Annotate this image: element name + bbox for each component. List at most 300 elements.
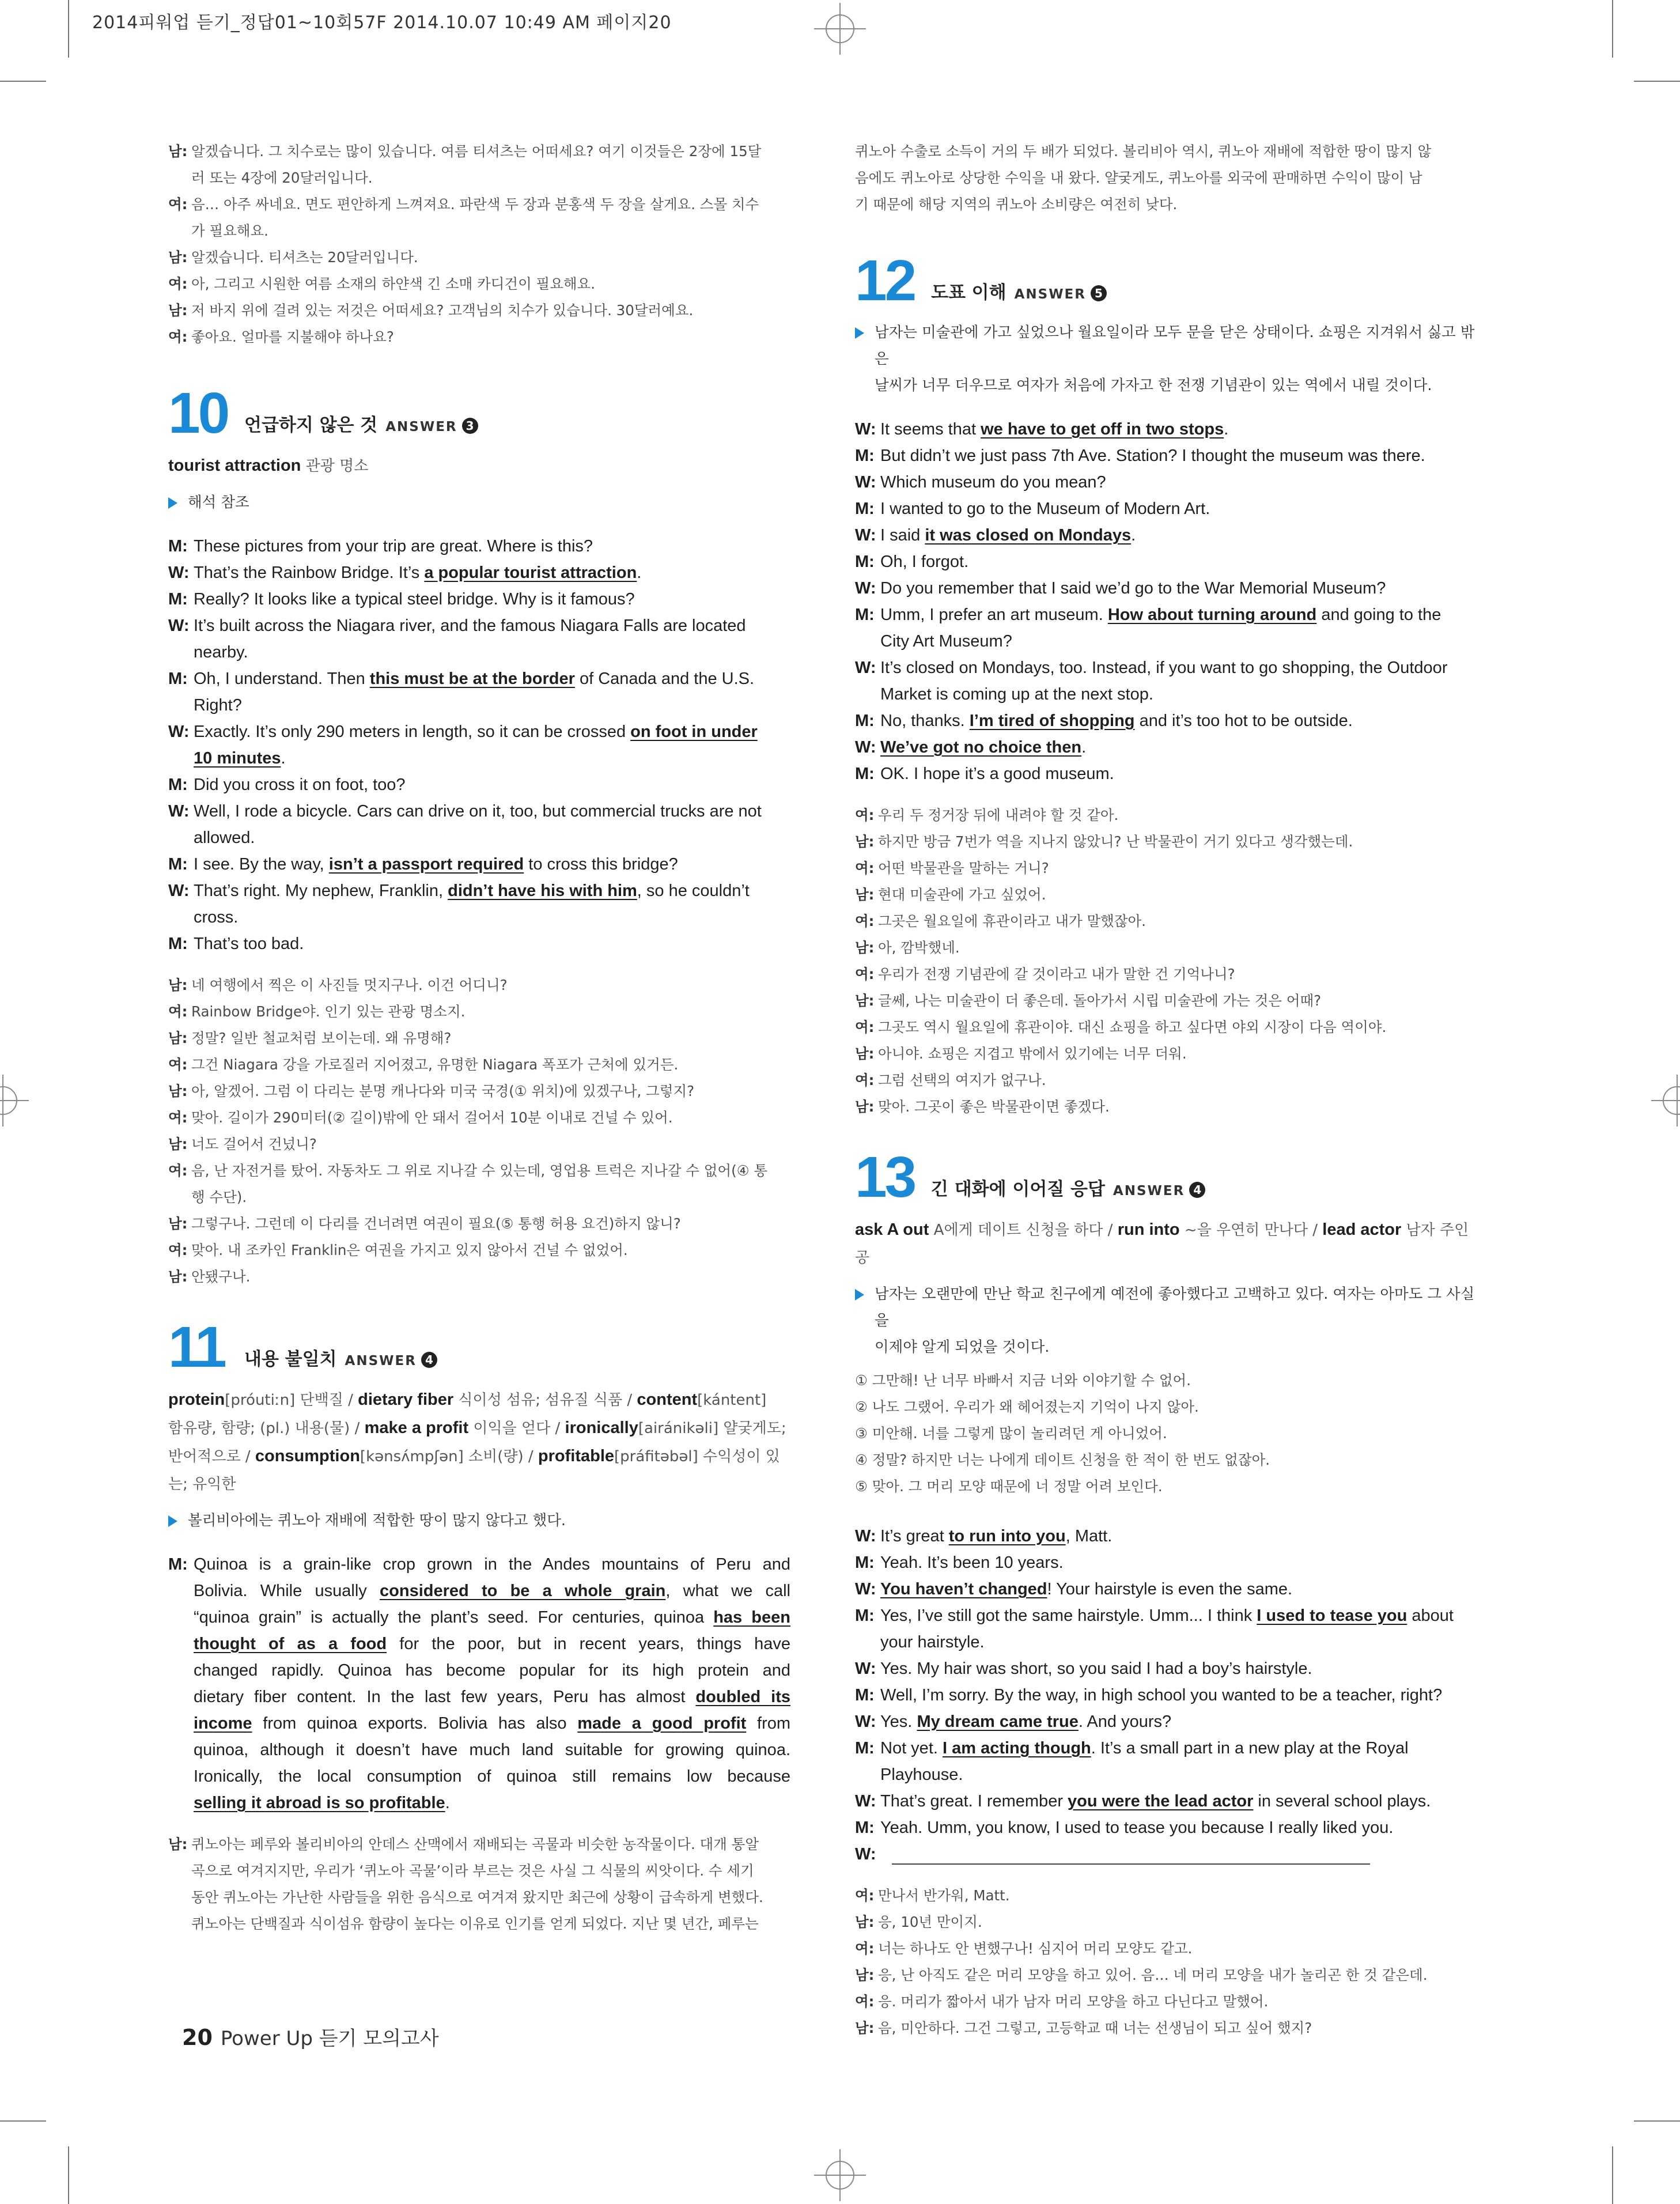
print-header: 2014피워업 듣기_정답01~10회57F 2014.10.07 10:49 AM 페이지20: [92, 13, 672, 33]
line-text: 맞아. 그곳이 좋은 박물관이면 좋겠다.: [878, 1098, 1110, 1115]
dialogue-line: [168, 639, 790, 666]
dialogue-line: [168, 972, 790, 999]
line-text: 너는 하나도 안 변했구나! 심지어 머리 모양도 같고.: [878, 1940, 1193, 1957]
section-11-header: [168, 1315, 790, 1379]
crop-mark: [0, 81, 46, 82]
line-text: Umm, I prefer an art museum. How about turning around and going to the: [880, 606, 1441, 624]
passage-line: changed rapidly. Quinoa has become popular for its high protein and: [194, 1661, 790, 1680]
dialogue-line: [855, 802, 1477, 829]
speaker-label: M:: [855, 712, 875, 730]
speaker-label: M:: [855, 1553, 875, 1572]
passage-line: M: Quinoa is a grain-like crop grown in the Andes mountains of Peru and: [168, 1551, 790, 1578]
dialogue-line: [855, 1014, 1477, 1041]
section-10-header: [168, 381, 790, 445]
line-text: Yeah. Umm, you know, I used to tease you because I really liked you.: [880, 1819, 1394, 1837]
speaker-label: 여:: [855, 913, 875, 929]
speaker-label: 여:: [168, 1242, 188, 1258]
dialogue-line: [168, 1237, 790, 1264]
line-text: 응. 머리가 짧아서 내가 남자 머리 모양을 하고 다닌다고 말했어.: [878, 1993, 1269, 2010]
line-text: I wanted to go to the Museum of Modern Art.: [880, 500, 1210, 518]
dialogue-line: [168, 931, 790, 957]
dialogue-line: [168, 1184, 790, 1211]
dialogue-line: [855, 1935, 1477, 1962]
line-text: Not yet. I am acting though. It’s a small part in a new play at the Royal: [880, 1739, 1409, 1757]
line-text: 응, 10년 만이지.: [878, 1914, 982, 1930]
speaker-label: W:: [855, 1527, 876, 1545]
speaker-label: 여:: [855, 1940, 875, 1957]
line-text: OK. I hope it’s a good museum.: [880, 765, 1114, 783]
speaker-label: 여:: [168, 275, 188, 292]
answer-option: ② 나도 그랬어. 우리가 왜 헤어졌는지 기억이 나지 않아.: [855, 1398, 1199, 1415]
speaker-label: 남:: [168, 302, 188, 319]
section13-english-dialogue: [855, 1523, 1477, 1841]
line-text: 그건 Niagara 강을 가로질러 지어졌고, 유명한 Niagara 폭포가 근처에 있거든.: [191, 1056, 679, 1073]
dialogue-line: [855, 708, 1477, 734]
dialogue-line: [168, 666, 790, 692]
speaker-label: 여:: [855, 1993, 875, 2010]
line-text: Exactly. It’s only 290 meters in length, so it can be crossed on foot in under: [194, 723, 758, 741]
line-text: Right?: [194, 696, 242, 714]
section9-korean-dialogue: [168, 138, 790, 350]
dialogue-line: [855, 1041, 1477, 1067]
right-column: [855, 138, 1477, 2042]
line-text: Do you remember that I said we’d go to the War Memorial Museum?: [880, 579, 1386, 598]
line-text: your hairstyle.: [880, 1633, 985, 1651]
answer-circle: 5: [1091, 285, 1107, 301]
line-text: We’ve got no choice then.: [880, 738, 1087, 757]
line-text: These pictures from your trip are great. Where is this?: [194, 537, 593, 555]
line-text: 아, 알겠어. 그럼 이 다리는 분명 캐나다와 미국 국경(① 위치)에 있겠구나, 그렇지?: [191, 1083, 695, 1099]
answer-options: [855, 1367, 1477, 1500]
passage-line: 퀴노아는 단백질과 식이섬유 함량이 높다는 이유로 인기를 얻게 되었다. 지난 몇 년간, 페루는: [191, 1915, 759, 1932]
dialogue-line: [855, 1788, 1477, 1814]
section-number: 11: [168, 1315, 225, 1379]
speaker-label: 남:: [855, 2020, 875, 2036]
speaker-label: M:: [855, 606, 875, 624]
passage-line: quinoa, although it doesn’t have much land suitable for growing quinoa.: [194, 1741, 790, 1759]
line-text: 아, 그리고 시원한 여름 소재의 하얀색 긴 소매 카디건이 필요해요.: [191, 275, 596, 292]
dialogue-line: [168, 878, 790, 904]
crop-mark: [1612, 0, 1613, 58]
speaker-label: 여:: [855, 1887, 875, 1904]
speaker-label: M:: [855, 1819, 875, 1837]
line-text: 네 여행에서 찍은 이 사진들 멋지구나. 이건 어디니?: [191, 977, 508, 993]
speaker-label: 남:: [855, 1914, 875, 1930]
dialogue-line: [855, 1882, 1477, 1909]
line-text: 러 또는 4장에 20달러입니다.: [191, 169, 373, 186]
crop-mark: [68, 0, 69, 58]
section-title: 언급하지 않은 것: [244, 415, 378, 436]
line-text: 그렇구나. 그런데 이 다리를 건너려면 여권이 필요(⑤ 통행 허용 요건)하지 않니?: [191, 1215, 681, 1232]
speaker-label: 여:: [855, 1072, 875, 1088]
line-text: 10 minutes.: [194, 749, 286, 768]
line-text: Did you cross it on foot, too?: [194, 776, 406, 794]
dialogue-line: [855, 988, 1477, 1014]
speaker-label: W:: [855, 1845, 876, 1863]
speaker-label: 남:: [168, 1215, 188, 1232]
section-title: 도표 이해: [931, 282, 1007, 303]
dialogue-line: [168, 1264, 790, 1290]
dialogue-line: [855, 2015, 1477, 2042]
section-number: 10: [168, 381, 228, 445]
line-text: 응, 난 아직도 같은 머리 모양을 하고 있어. 음… 네 머리 모양을 내가 놀리곤 한 것 같은데.: [878, 1967, 1428, 1983]
speaker-label: W:: [855, 738, 876, 757]
speaker-label: 여:: [168, 1162, 188, 1179]
dialogue-line: [855, 628, 1477, 655]
line-text: Yes. My dream came true. And yours?: [880, 1712, 1172, 1731]
dialogue-line: [168, 191, 790, 218]
dialogue-line: [855, 908, 1477, 935]
speaker-label: W:: [855, 1659, 876, 1678]
passage-line: Bolivia. While usually considered to be a whole grain, what we call: [194, 1582, 791, 1600]
speaker-label: W:: [855, 1580, 876, 1598]
speaker-label: 남:: [168, 1030, 188, 1046]
vocab-line: [168, 452, 790, 480]
dialogue-line: [168, 586, 790, 613]
line-text: 그럼 선택의 여지가 없구나.: [878, 1072, 1046, 1088]
crop-mark: [68, 2146, 69, 2204]
line-text: Well, I’m sorry. By the way, in high school you wanted to be a teacher, right?: [880, 1686, 1443, 1704]
dialogue-line: [168, 324, 790, 350]
line-text: 우리 두 정거장 뒤에 내려야 할 것 같아.: [878, 807, 1119, 823]
speaker-label: M:: [855, 765, 875, 783]
speaker-label: 남:: [855, 1967, 875, 1983]
line-text: 저 바지 위에 걸려 있는 저것은 어떠세요? 고객님의 치수가 있습니다. 30달러예요.: [191, 302, 694, 319]
dialogue-line: [168, 297, 790, 324]
dialogue-line: [855, 1814, 1477, 1841]
dialogue-line: [855, 1629, 1477, 1655]
line-text: That’s the Rainbow Bridge. It’s a popular tourist attraction.: [194, 564, 642, 582]
speaker-label: W:: [168, 802, 190, 821]
speaker-label: M:: [168, 590, 188, 608]
section-title: 내용 불일치: [244, 1349, 337, 1370]
dialogue-line: [855, 496, 1477, 522]
line-text: It’s closed on Mondays, too. Instead, if you want to go shopping, the Outdoor: [880, 659, 1448, 677]
dialogue-line: [855, 1735, 1477, 1761]
section10-korean-dialogue: [168, 972, 790, 1290]
line-text: Yes. My hair was short, so you said I had a boy’s hairstyle.: [880, 1659, 1312, 1678]
dialogue-line: [855, 469, 1477, 496]
vocab-line: 는; 유익한: [168, 1476, 236, 1493]
section11-korean-passage: [168, 1831, 790, 1937]
dialogue-line: [855, 882, 1477, 908]
dialogue-line: [168, 772, 790, 798]
speaker-label: 남:: [168, 1136, 188, 1152]
dialogue-line: [855, 1094, 1477, 1120]
registration-mark-icon: [0, 1075, 29, 1126]
speaker-label: 여:: [855, 860, 875, 876]
answer-circle: 4: [421, 1352, 437, 1368]
line-text: Oh, I understand. Then this must be at the border of Canada and the U.S.: [194, 670, 755, 688]
dialogue-line: [855, 1602, 1477, 1629]
section-12-header: [855, 248, 1477, 313]
passage-line: 동안 퀴노아는 가난한 사람들을 위한 음식으로 여겨져 왔지만 최근에 상황이 급속하게 변했다.: [191, 1889, 763, 1906]
vocab-block: [168, 1386, 790, 1498]
line-text: 알겠습니다. 티셔츠는 20달러입니다.: [191, 249, 418, 266]
passage-line: thought of as a food for the poor, but in recent years, things have: [194, 1635, 790, 1653]
crop-mark: [0, 2120, 46, 2122]
dialogue-line: [855, 1655, 1477, 1682]
book-title: Power Up 듣기 모의고사: [220, 2027, 439, 2050]
speaker-label: 여:: [168, 1056, 188, 1073]
line-text: No, thanks. I’m tired of shopping and it’s too hot to be outside.: [880, 712, 1353, 730]
dialogue-line: [855, 549, 1477, 575]
speaker-label: 남:: [855, 833, 875, 850]
line-text: Which museum do you mean?: [880, 473, 1106, 492]
line-text: 아니야. 쇼핑은 지겹고 밖에서 있기에는 너무 더워.: [878, 1045, 1187, 1062]
line-text: nearby.: [194, 643, 248, 661]
speaker-label: M:: [168, 855, 188, 874]
dialogue-line: [855, 1909, 1477, 1935]
line-text: It seems that we have to get off in two stops.: [880, 420, 1229, 438]
registration-mark-icon: [814, 2149, 866, 2201]
line-text: 아, 깜박했네.: [878, 939, 960, 956]
section12-korean-dialogue: [855, 802, 1477, 1120]
answer-option: ③ 미안해. 너를 그렇게 많이 놀리려던 게 아니었어.: [855, 1425, 1167, 1442]
speaker-label: 남:: [168, 1268, 188, 1285]
line-text: 음, 미안하다. 그건 그렇고, 고등학교 때 너는 선생님이 되고 싶어 했지?: [878, 2020, 1312, 2036]
answer-label: ANSWER: [1014, 287, 1086, 302]
speaker-label: W:: [855, 420, 876, 438]
line-text: 행 수단).: [191, 1189, 247, 1205]
dialogue-line: [168, 533, 790, 559]
triangle-bullet-icon: [855, 327, 864, 339]
line-text: 알겠습니다. 그 치수로는 많이 있습니다. 여름 티셔츠는 어떠세요? 여기 이것들은 2장에 15달: [191, 143, 762, 160]
dialogue-line: [855, 734, 1477, 761]
speaker-label: 여:: [855, 966, 875, 982]
line-text: 좋아요. 얼마를 지불해야 하나요?: [191, 328, 394, 345]
dialogue-line: [855, 829, 1477, 855]
registration-mark-icon: [814, 3, 866, 55]
crop-mark: [1634, 2120, 1680, 2122]
line-text: That’s right. My nephew, Franklin, didn’t have his with him, so he couldn’t: [194, 882, 750, 900]
dialogue-line: [855, 575, 1477, 602]
dialogue-line: [855, 1549, 1477, 1576]
dialogue-line: [855, 443, 1477, 469]
speaker-label: 남:: [855, 992, 875, 1009]
explanation-note: 남자는 미술관에 가고 싶었으나 월요일이라 모두 문을 닫은 상태이다. 쇼핑은 지겨워서 싫고 밖은 날씨가 너무 더우므로 여자가 처음에 가자고 한 전쟁 기념관이 있는 역에서 내릴 것이다.: [855, 319, 1477, 399]
dialogue-line: [855, 602, 1477, 628]
line-text: 그곳도 역시 월요일에 휴관이야. 대신 쇼핑을 하고 싶다면 야외 시장이 다음 역이야.: [878, 1019, 1387, 1035]
line-text: 음, 난 자전거를 탔어. 자동차도 그 위로 지나갈 수 있는데, 영업용 트럭은 지나갈 수 없어(④ 통: [191, 1162, 768, 1179]
speaker-label: M:: [855, 447, 875, 465]
speaker-label: 남:: [168, 1083, 188, 1099]
dialogue-line: [168, 1158, 790, 1184]
line-text: 만나서 반가워, Matt.: [878, 1887, 1010, 1904]
crop-mark: [1612, 2146, 1613, 2204]
dialogue-line: [168, 559, 790, 586]
speaker-label: W:: [168, 617, 190, 635]
line-text: Playhouse.: [880, 1766, 963, 1784]
line-text: 그곳은 월요일에 휴관이라고 내가 말했잖아.: [878, 913, 1146, 929]
registration-mark-icon: [1651, 1075, 1680, 1126]
passage-line: 퀴노아 수출로 소득이 거의 두 배가 되었다. 볼리비아 역시, 퀴노아 재배에 적합한 땅이 많지 않: [855, 143, 1432, 160]
line-text: You haven’t changed! Your hairstyle is even the same.: [880, 1580, 1293, 1598]
dialogue-line: [168, 271, 790, 297]
speaker-label: W:: [855, 659, 876, 677]
speaker-label: 여:: [855, 1019, 875, 1035]
passage-line: “quinoa grain” is actually the plant’s seed. For centuries, quinoa has been: [194, 1608, 790, 1627]
answer-label: ANSWER: [1113, 1184, 1185, 1199]
answer-blank-row: [855, 1841, 1477, 1867]
speaker-label: 남:: [168, 143, 188, 160]
dialogue-line: [855, 1576, 1477, 1602]
line-text: Well, I rode a bicycle. Cars can drive on it, too, but commercial trucks are not: [194, 802, 762, 821]
vocab-meaning: 관광 명소: [301, 458, 369, 475]
line-text: Market is coming up at the next stop.: [880, 685, 1153, 704]
explanation-note: 남자는 오랜만에 만난 학교 친구에게 예전에 좋아했다고 고백하고 있다. 여자는 아마도 그 사실을 이제야 알게 되었을 것이다.: [855, 1281, 1477, 1360]
dialogue-line: [855, 1761, 1477, 1788]
dialogue-line: [168, 745, 790, 772]
dialogue-line: [168, 1052, 790, 1078]
vocab-line: protein[próutiːn] 단백질 / dietary fiber 식이성 섬유; 섬유질 식품 / content[kántent]: [168, 1390, 767, 1409]
answer-circle: 3: [462, 418, 478, 434]
speaker-label: 남:: [855, 1045, 875, 1062]
line-text: 하지만 방금 7번가 역을 지나지 않았니? 난 박물관이 거기 있다고 생각했는데.: [878, 833, 1353, 850]
answer-circle: 4: [1189, 1182, 1205, 1198]
dialogue-line: [168, 719, 790, 745]
vocab-line: 함유량, 함량; (pl.) 내용(물) / make a profit 이익을 얻다 / ironically[airánikəli] 얄궂게도;: [168, 1419, 786, 1437]
line-text: 우리가 전쟁 기념관에 갈 것이라고 내가 말한 건 기억나니?: [878, 966, 1235, 982]
line-text: 음… 아주 싸네요. 면도 편안하게 느껴져요. 파란색 두 장과 분홍색 두 장을 살게요. 스몰 치수: [191, 196, 759, 213]
speaker-label: M:: [855, 553, 875, 571]
dialogue-line: [168, 1078, 790, 1105]
passage-line: selling it abroad is so profitable.: [194, 1794, 450, 1812]
line-text: That’s too bad.: [194, 935, 304, 953]
speaker-label: M:: [855, 1739, 875, 1757]
dialogue-line: [168, 999, 790, 1025]
page-footer: [182, 2022, 439, 2051]
speaker-label: 남:: [168, 1836, 188, 1853]
line-text: 맞아. 내 조카인 Franklin은 여권을 가지고 있지 않아서 건널 수 없었어.: [191, 1242, 628, 1258]
answer-option: ④ 정말? 하지만 너는 나에게 데이트 신청을 한 적이 한 번도 없잖아.: [855, 1451, 1270, 1468]
dialogue-line: [855, 681, 1477, 708]
section-number: 12: [855, 248, 915, 313]
line-text: 정말? 일반 철교처럼 보이는데. 왜 유명해?: [191, 1030, 452, 1046]
dialogue-line: [855, 1708, 1477, 1735]
section-title: 긴 대화에 이어질 응답: [931, 1179, 1105, 1200]
dialogue-line: [168, 825, 790, 851]
speaker-label: 남:: [855, 1098, 875, 1115]
passage-line: 곡으로 여겨지지만, 우리가 ‘퀴노아 곡물’이라 부르는 것은 사실 그 식물의 씨앗이다. 수 세기: [191, 1862, 754, 1879]
dialogue-line: [855, 761, 1477, 787]
speaker-label: 남:: [168, 249, 188, 266]
answer-option: ① 그만해! 난 너무 바빠서 지금 너와 이야기할 수 없어.: [855, 1372, 1191, 1389]
answer-label: ANSWER: [345, 1354, 417, 1368]
line-text: 글쎄, 나는 미술관이 더 좋은데. 돌아가서 시립 미술관에 가는 것은 어때?: [878, 992, 1322, 1009]
line-text: Oh, I forgot.: [880, 553, 969, 571]
speaker-label: W:: [168, 882, 190, 900]
line-text: But didn’t we just pass 7th Ave. Station? I thought the museum was there.: [880, 447, 1425, 465]
dialogue-line: [168, 1131, 790, 1158]
speaker-label: M:: [855, 1686, 875, 1704]
speaker-label: 여:: [168, 328, 188, 345]
dialogue-line: [855, 1067, 1477, 1094]
dialogue-line: [168, 165, 790, 191]
dialogue-line: [855, 1988, 1477, 2015]
line-text: I see. By the way, isn’t a passport required to cross this bridge?: [194, 855, 678, 874]
dialogue-line: [168, 1211, 790, 1237]
line-text: It’s built across the Niagara river, and the famous Niagara Falls are located: [194, 617, 746, 635]
dialogue-line: [168, 244, 790, 271]
passage-line: income from quinoa exports. Bolivia has also made a good profit from: [194, 1714, 791, 1733]
dialogue-line: [168, 1025, 790, 1052]
left-column: [168, 138, 790, 1937]
dialogue-line: [168, 218, 790, 244]
dialogue-line: [855, 855, 1477, 882]
speaker-label: M:: [168, 776, 188, 794]
line-text: 너도 걸어서 건넜니?: [191, 1136, 317, 1152]
speaker-label: M:: [168, 670, 188, 688]
line-text: 맞아. 길이가 290미터(② 길이)밖에 안 돼서 걸어서 10분 이내로 건널 수 있어.: [191, 1109, 673, 1126]
answer-blank-line: [892, 1845, 1370, 1865]
answer-label: ANSWER: [385, 419, 457, 434]
dialogue-line: [855, 961, 1477, 988]
dialogue-line: [168, 904, 790, 931]
dialogue-line: [855, 1523, 1477, 1549]
section11-passage: [168, 1551, 790, 1816]
speaker-label: 남:: [168, 977, 188, 993]
speaker-label: W:: [855, 526, 876, 545]
speaker-label: M:: [855, 500, 875, 518]
dialogue-line: [168, 1105, 790, 1131]
speaker-label: W:: [168, 564, 190, 582]
passage-line: 남: 퀴노아는 페루와 볼리비아의 안데스 산맥에서 재배되는 곡물과 비슷한 농작물이다. 대개 통알: [168, 1831, 790, 1858]
page-number: 20: [182, 2025, 213, 2050]
triangle-bullet-icon: [168, 1515, 177, 1527]
speaker-label: 여:: [168, 196, 188, 213]
section-13-header: [855, 1145, 1477, 1209]
dialogue-line: [168, 692, 790, 719]
speaker-label: M:: [168, 537, 188, 555]
section10-english-dialogue: [168, 533, 790, 957]
section13-korean-dialogue: [855, 1882, 1477, 2042]
line-text: City Art Museum?: [880, 632, 1012, 651]
triangle-bullet-icon: [168, 497, 177, 509]
line-text: Yeah. It’s been 10 years.: [880, 1553, 1064, 1572]
line-text: 어떤 박물관을 말하는 거니?: [878, 860, 1049, 876]
dialogue-line: [168, 798, 790, 825]
speaker-label: M:: [168, 1555, 188, 1574]
line-text: 안됐구나.: [191, 1268, 251, 1285]
line-text: allowed.: [194, 829, 255, 847]
dialogue-line: [855, 1682, 1477, 1708]
explanation-note: 볼리비아에는 퀴노아 재배에 적합한 땅이 많지 않다고 했다.: [168, 1507, 790, 1534]
speaker-label: M:: [855, 1606, 875, 1625]
triangle-bullet-icon: [855, 1289, 864, 1301]
dialogue-line: [855, 935, 1477, 961]
line-text: 가 필요해요.: [191, 222, 268, 239]
line-text: I said it was closed on Mondays.: [880, 526, 1136, 545]
speaker-label: 남:: [855, 939, 875, 956]
passage-line: dietary fiber content. In the last few years, Peru has almost doubled its: [194, 1688, 790, 1706]
section12-english-dialogue: [855, 416, 1477, 787]
line-text: Rainbow Bridge야. 인기 있는 관광 명소지.: [191, 1003, 466, 1020]
line-text: Yes, I’ve still got the same hairstyle. Umm... I think I used to tease you about: [880, 1606, 1454, 1625]
dialogue-line: [168, 138, 790, 165]
vocab-line: 반어적으로 / consumption[kənsʌ́mpʃən] 소비(량) / profitable[práfitəbəl] 수익성이 있: [168, 1447, 780, 1465]
line-text: That’s great. I remember you were the lead actor in several school plays.: [880, 1792, 1431, 1810]
passage-line: Ironically, the local consumption of quinoa still remains low because: [194, 1767, 790, 1786]
dialogue-line: [855, 416, 1477, 443]
speaker-label: 남:: [855, 886, 875, 903]
speaker-label: 여:: [168, 1109, 188, 1126]
passage-line: 음에도 퀴노아로 상당한 수익을 내 왔다. 얄궂게도, 퀴노아를 외국에 판매하면 수익이 많이 남: [855, 169, 1422, 186]
explanation-note: 해석 참조: [168, 489, 790, 516]
speaker-label: 여:: [168, 1003, 188, 1020]
dialogue-line: [855, 522, 1477, 549]
line-text: cross.: [194, 908, 239, 927]
